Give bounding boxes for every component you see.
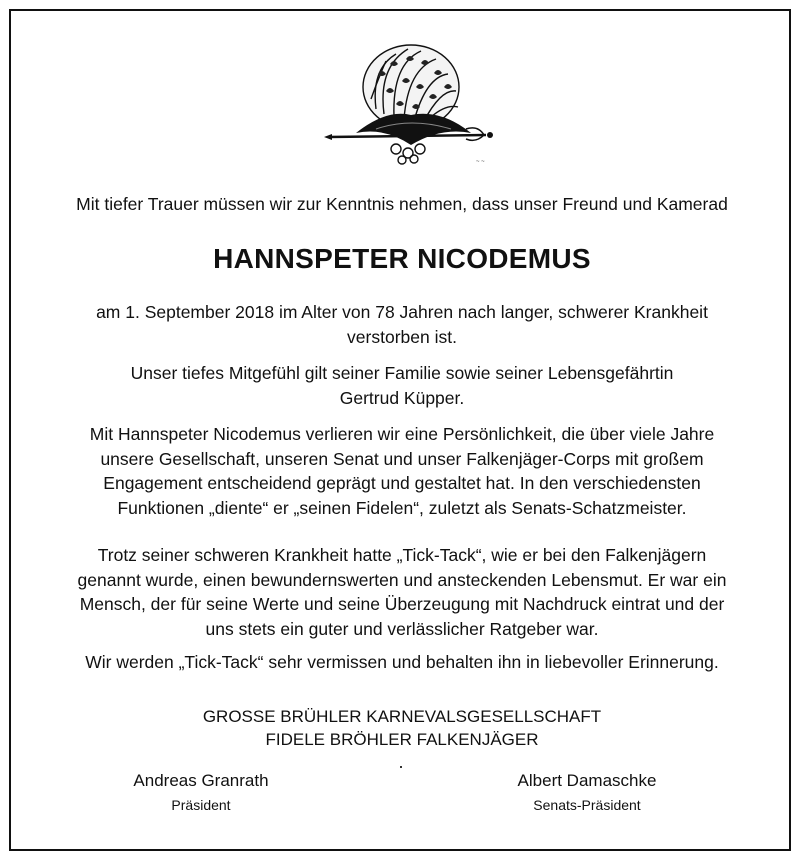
paragraph-farewell: [11, 650, 793, 675]
text-line: Unser tiefes Mitgefühl gilt seiner Familie sowie seiner Lebensgefährtin: [130, 363, 674, 383]
artist-signature: ~ ~: [476, 159, 485, 165]
paragraph-character: [11, 543, 793, 641]
organization-name: [11, 705, 793, 751]
intro-text: Mit tiefer Trauer müssen wir zur Kenntnis nehmen, dass unser Freund und Kamerad: [76, 194, 728, 214]
text-line: Mit Hannspeter Nicodemus verlieren wir eine Persönlichkeit, die über viele Jahre: [89, 424, 715, 444]
signatory-name: Albert Damaschke: [517, 771, 657, 790]
paragraph-death: [11, 300, 793, 349]
signatory-name: Andreas Granrath: [133, 771, 269, 790]
text-line: unsere Gesellschaft, unseren Senat und unser Falkenjäger-Corps mit großem: [100, 448, 704, 469]
organization-line: FIDELE BRÖHLER FALKENJÄGER: [265, 730, 539, 749]
text-line: Engagement entscheidend geprägt und gestaltet hat. In den verschiedensten: [103, 473, 701, 493]
organization-line: GROSSE BRÜHLER KARNEVALSGESELLSCHAFT: [202, 707, 602, 726]
plumed-hat-with-sabre-icon: [316, 29, 506, 179]
divider-dot: [400, 766, 402, 768]
deceased-name: HANNSPETER NICODEMUS: [213, 243, 591, 274]
text-line: genannt wurde, einen bewundernswerten und ansteckenden Lebensmut. Er war ein: [77, 569, 727, 590]
text-line: Trotz seiner schweren Krankheit hatte „Tick-Tack“, wie er bei den Falkenjägern: [97, 545, 707, 565]
text-line: am 1. September 2018 im Alter von 78 Jahren nach langer, schwerer Krankheit: [96, 302, 708, 322]
text-line: uns stets ein guter und verlässlicher Ratgeber war.: [205, 618, 599, 639]
text-line: Gertrud Küpper.: [339, 387, 465, 408]
paragraph-sympathy: [11, 361, 793, 410]
paragraph-tribute: [11, 422, 793, 520]
text-line: verstorben ist.: [347, 326, 457, 347]
signatory-title: Senats-Präsident: [533, 797, 641, 813]
text-line: Funktionen „diente“ er „seinen Fidelen“, zuletzt als Senats-Schatzmeister.: [117, 497, 687, 518]
obituary-frame: [9, 9, 791, 851]
text-line: Mensch, der für seine Werte und seine Überzeugung mit Nachdruck eintrat und der: [79, 594, 725, 614]
text-line: Wir werden „Tick-Tack“ sehr vermissen und behalten ihn in liebevoller Erinnerung.: [85, 652, 719, 672]
signatory-title: Präsident: [171, 797, 231, 813]
